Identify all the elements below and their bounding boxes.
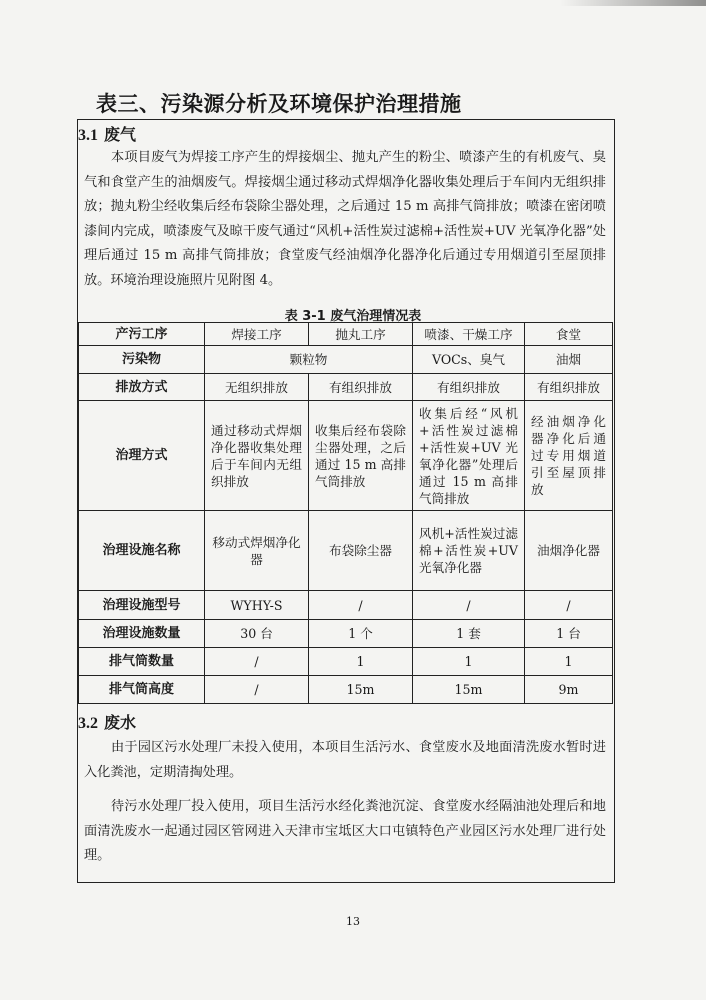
table-cell: 油烟净化器 (525, 511, 613, 591)
table-cell: 30 台 (205, 620, 309, 648)
table-cell: 收集后经布袋除尘器处理，之后通过 15 m 高排气筒排放 (309, 401, 413, 511)
table-row (79, 346, 613, 374)
table-cell: 焊接工序 (205, 323, 309, 346)
section-number: 3.1 (78, 127, 98, 144)
table-cell: WYHY-S (205, 591, 309, 620)
table-row (79, 648, 613, 676)
table-row (79, 620, 613, 648)
row-header: 治理设施名称 (79, 511, 205, 591)
row-header: 治理方式 (79, 401, 205, 511)
table-row (79, 323, 613, 346)
table-cell: 有组织排放 (309, 374, 413, 401)
section-number: 3.2 (78, 715, 98, 732)
row-header: 污染物 (79, 346, 205, 374)
table-cell: / (205, 648, 309, 676)
table-row (79, 374, 613, 401)
row-header: 产污工序 (79, 323, 205, 346)
chapter-title: 表三、污染源分析及环境保护治理措施 (96, 92, 462, 116)
table-cell: 抛丸工序 (309, 323, 413, 346)
table-cell: 1 个 (309, 620, 413, 648)
table-cell: 布袋除尘器 (309, 511, 413, 591)
row-header: 排放方式 (79, 374, 205, 401)
section-title: 废气 (104, 125, 137, 144)
table-cell: VOCs、臭气 (413, 346, 525, 374)
row-header: 治理设施数量 (79, 620, 205, 648)
table-cell: 1 套 (413, 620, 525, 648)
row-header: 排气筒高度 (79, 676, 205, 704)
table-row (79, 401, 613, 511)
table-cell: 1 (525, 648, 613, 676)
row-header: 排气筒数量 (79, 648, 205, 676)
table-caption: 表 3-1 废气治理情况表 (284, 309, 422, 324)
table-cell: 9m (525, 676, 613, 704)
table-row (79, 591, 613, 620)
table-cell: 有组织排放 (525, 374, 613, 401)
table-cell: 有组织排放 (413, 374, 525, 401)
table-cell: / (525, 591, 613, 620)
table-cell: 无组织排放 (205, 374, 309, 401)
table-cell: 1 (309, 648, 413, 676)
section-title: 废水 (104, 713, 137, 732)
table-cell: / (413, 591, 525, 620)
wastewater-paragraph-1: 由于园区污水处理厂未投入使用，本项目生活污水、食堂废水及地面清洗废水暂时进入化粪池，定期清掏处理。 (84, 740, 606, 780)
row-header: 治理设施型号 (79, 591, 205, 620)
section-heading-wastewater (78, 710, 136, 733)
table-cell: 1 (413, 648, 525, 676)
table-cell: / (205, 676, 309, 704)
waste-gas-treatment-table (78, 322, 613, 704)
wastewater-paragraph-2: 待污水处理厂投入使用，项目生活污水经化粪池沉淀、食堂废水经隔油池处理后和地面清洗废水一起通过园区管网进入天津市宝坻区大口屯镇特色产业园区污水处理厂进行处理。 (84, 799, 606, 864)
table-cell: 通过移动式焊烟净化器收集处理后于车间内无组织排放 (205, 401, 309, 511)
table-cell: 1 台 (525, 620, 613, 648)
table-cell: 颗粒物 (205, 346, 413, 374)
scan-edge-mark (560, 0, 706, 6)
table-cell: 移动式焊烟净化器 (205, 511, 309, 591)
table-row (79, 511, 613, 591)
table-row (79, 676, 613, 704)
table-cell: / (309, 591, 413, 620)
section-heading-waste-gas (78, 122, 136, 145)
table-cell: 风机+活性炭过滤棉+活性炭+UV 光氧净化器 (413, 511, 525, 591)
table-cell: 食堂 (525, 323, 613, 346)
table-cell: 油烟 (525, 346, 613, 374)
table-cell: 收集后经“风机+活性炭过滤棉+活性炭+UV 光氧净化器”处理后通过 15 m 高排气筒排放 (413, 401, 525, 511)
table-cell: 15m (309, 676, 413, 704)
page-number: 13 (346, 915, 360, 928)
table-cell: 经油烟净化器净化后通过专用烟道引至屋顶排放 (525, 401, 613, 511)
table-cell: 15m (413, 676, 525, 704)
waste-gas-paragraph: 本项目废气为焊接工序产生的焊接烟尘、抛丸产生的粉尘、喷漆产生的有机废气、臭气和食堂产生的油烟废气。焊接烟尘通过移动式焊烟净化器收集处理后于车间内无组织排放；抛丸粉尘经收集后经布袋除尘器处理，之后通过 15 m 高排气筒排放；喷漆在密闭喷漆间内完成，喷漆废气及晾干废气通过“风机+活性炭过滤棉+活性炭+UV 光氧净化器”处理后通过 15 m 高排气筒排放；食堂废气经油烟净化器净化后通过专用烟道引至屋顶排放。环境治理设施照片见附图 4。 (84, 150, 606, 288)
table-cell: 喷漆、干燥工序 (413, 323, 525, 346)
